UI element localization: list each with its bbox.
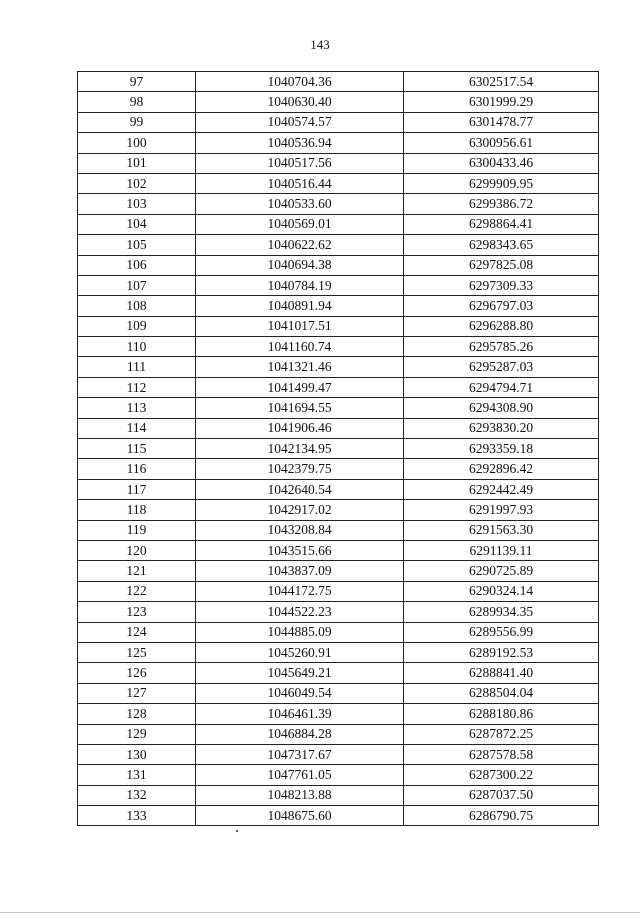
point-number-cell: 125 [78, 642, 196, 662]
point-number-cell: 107 [78, 275, 196, 295]
x-coordinate-cell: 1040574.57 [196, 112, 404, 132]
point-number-cell: 98 [78, 92, 196, 112]
table-row [78, 214, 599, 234]
table-row [78, 765, 599, 785]
x-coordinate-cell: 1040694.38 [196, 255, 404, 275]
x-coordinate-cell: 1040533.60 [196, 194, 404, 214]
y-coordinate-cell: 6296797.03 [404, 296, 599, 316]
x-coordinate-cell: 1040704.36 [196, 72, 404, 92]
table-row [78, 602, 599, 622]
table-row [78, 418, 599, 438]
x-coordinate-cell: 1043515.66 [196, 540, 404, 560]
table-row [78, 459, 599, 479]
point-number-cell: 106 [78, 255, 196, 275]
x-coordinate-cell: 1040891.94 [196, 296, 404, 316]
table-row [78, 683, 599, 703]
x-coordinate-cell: 1040784.19 [196, 275, 404, 295]
table-row [78, 500, 599, 520]
point-number-cell: 109 [78, 316, 196, 336]
x-coordinate-cell: 1044885.09 [196, 622, 404, 642]
table-row [78, 520, 599, 540]
table-row [78, 255, 599, 275]
scan-speck [236, 830, 238, 832]
y-coordinate-cell: 6294308.90 [404, 398, 599, 418]
table-row [78, 194, 599, 214]
point-number-cell: 121 [78, 561, 196, 581]
table-row [78, 439, 599, 459]
x-coordinate-cell: 1044522.23 [196, 602, 404, 622]
table-row [78, 806, 599, 826]
point-number-cell: 114 [78, 418, 196, 438]
x-coordinate-cell: 1044172.75 [196, 581, 404, 601]
point-number-cell: 131 [78, 765, 196, 785]
y-coordinate-cell: 6292442.49 [404, 479, 599, 499]
coordinates-table [77, 71, 599, 826]
x-coordinate-cell: 1040516.44 [196, 173, 404, 193]
table-row [78, 663, 599, 683]
table-row [78, 357, 599, 377]
x-coordinate-cell: 1042917.02 [196, 500, 404, 520]
table-row [78, 479, 599, 499]
y-coordinate-cell: 6301999.29 [404, 92, 599, 112]
point-number-cell: 132 [78, 785, 196, 805]
point-number-cell: 112 [78, 377, 196, 397]
page-number: 143 [310, 37, 330, 52]
table-row [78, 785, 599, 805]
table-row [78, 744, 599, 764]
point-number-cell: 120 [78, 540, 196, 560]
x-coordinate-cell: 1047317.67 [196, 744, 404, 764]
table-row [78, 112, 599, 132]
y-coordinate-cell: 6301478.77 [404, 112, 599, 132]
x-coordinate-cell: 1043837.09 [196, 561, 404, 581]
point-number-cell: 127 [78, 683, 196, 703]
y-coordinate-cell: 6291139.11 [404, 540, 599, 560]
y-coordinate-cell: 6296288.80 [404, 316, 599, 336]
point-number-cell: 118 [78, 500, 196, 520]
table-row [78, 173, 599, 193]
x-coordinate-cell: 1042640.54 [196, 479, 404, 499]
point-number-cell: 126 [78, 663, 196, 683]
table-row [78, 133, 599, 153]
table-row [78, 561, 599, 581]
point-number-cell: 129 [78, 724, 196, 744]
y-coordinate-cell: 6297309.33 [404, 275, 599, 295]
x-coordinate-cell: 1041160.74 [196, 337, 404, 357]
point-number-cell: 119 [78, 520, 196, 540]
y-coordinate-cell: 6290725.89 [404, 561, 599, 581]
table-row [78, 72, 599, 92]
y-coordinate-cell: 6287872.25 [404, 724, 599, 744]
table-row [78, 275, 599, 295]
table-row [78, 235, 599, 255]
point-number-cell: 99 [78, 112, 196, 132]
point-number-cell: 128 [78, 704, 196, 724]
y-coordinate-cell: 6294794.71 [404, 377, 599, 397]
y-coordinate-cell: 6291563.30 [404, 520, 599, 540]
x-coordinate-cell: 1041321.46 [196, 357, 404, 377]
table-row [78, 337, 599, 357]
y-coordinate-cell: 6287300.22 [404, 765, 599, 785]
x-coordinate-cell: 1040569.01 [196, 214, 404, 234]
x-coordinate-cell: 1040630.40 [196, 92, 404, 112]
table-row [78, 622, 599, 642]
point-number-cell: 130 [78, 744, 196, 764]
y-coordinate-cell: 6297825.08 [404, 255, 599, 275]
y-coordinate-cell: 6292896.42 [404, 459, 599, 479]
y-coordinate-cell: 6290324.14 [404, 581, 599, 601]
x-coordinate-cell: 1046884.28 [196, 724, 404, 744]
y-coordinate-cell: 6300433.46 [404, 153, 599, 173]
point-number-cell: 117 [78, 479, 196, 499]
table-row [78, 704, 599, 724]
x-coordinate-cell: 1046461.39 [196, 704, 404, 724]
point-number-cell: 104 [78, 214, 196, 234]
x-coordinate-cell: 1042379.75 [196, 459, 404, 479]
y-coordinate-cell: 6298343.65 [404, 235, 599, 255]
point-number-cell: 111 [78, 357, 196, 377]
y-coordinate-cell: 6287578.58 [404, 744, 599, 764]
y-coordinate-cell: 6288180.86 [404, 704, 599, 724]
y-coordinate-cell: 6287037.50 [404, 785, 599, 805]
x-coordinate-cell: 1045649.21 [196, 663, 404, 683]
point-number-cell: 108 [78, 296, 196, 316]
y-coordinate-cell: 6288504.04 [404, 683, 599, 703]
x-coordinate-cell: 1040536.94 [196, 133, 404, 153]
y-coordinate-cell: 6299909.95 [404, 173, 599, 193]
y-coordinate-cell: 6293359.18 [404, 439, 599, 459]
x-coordinate-cell: 1041499.47 [196, 377, 404, 397]
point-number-cell: 122 [78, 581, 196, 601]
point-number-cell: 110 [78, 337, 196, 357]
y-coordinate-cell: 6300956.61 [404, 133, 599, 153]
y-coordinate-cell: 6298864.41 [404, 214, 599, 234]
point-number-cell: 103 [78, 194, 196, 214]
point-number-cell: 133 [78, 806, 196, 826]
point-number-cell: 100 [78, 133, 196, 153]
x-coordinate-cell: 1043208.84 [196, 520, 404, 540]
x-coordinate-cell: 1040517.56 [196, 153, 404, 173]
x-coordinate-cell: 1048213.88 [196, 785, 404, 805]
y-coordinate-cell: 6302517.54 [404, 72, 599, 92]
y-coordinate-cell: 6295287.03 [404, 357, 599, 377]
x-coordinate-cell: 1046049.54 [196, 683, 404, 703]
table-row [78, 316, 599, 336]
x-coordinate-cell: 1042134.95 [196, 439, 404, 459]
table-row [78, 153, 599, 173]
page-bottom-edge [0, 912, 640, 913]
y-coordinate-cell: 6286790.75 [404, 806, 599, 826]
point-number-cell: 102 [78, 173, 196, 193]
x-coordinate-cell: 1041694.55 [196, 398, 404, 418]
y-coordinate-cell: 6299386.72 [404, 194, 599, 214]
point-number-cell: 113 [78, 398, 196, 418]
point-number-cell: 115 [78, 439, 196, 459]
coordinates-table-body [78, 72, 599, 826]
point-number-cell: 123 [78, 602, 196, 622]
point-number-cell: 105 [78, 235, 196, 255]
x-coordinate-cell: 1040622.62 [196, 235, 404, 255]
table-row [78, 540, 599, 560]
y-coordinate-cell: 6291997.93 [404, 500, 599, 520]
table-row [78, 724, 599, 744]
y-coordinate-cell: 6289934.35 [404, 602, 599, 622]
table-row [78, 92, 599, 112]
point-number-cell: 97 [78, 72, 196, 92]
point-number-cell: 116 [78, 459, 196, 479]
y-coordinate-cell: 6289192.53 [404, 642, 599, 662]
point-number-cell: 101 [78, 153, 196, 173]
x-coordinate-cell: 1047761.05 [196, 765, 404, 785]
y-coordinate-cell: 6293830.20 [404, 418, 599, 438]
table-row [78, 642, 599, 662]
table-row [78, 296, 599, 316]
y-coordinate-cell: 6289556.99 [404, 622, 599, 642]
x-coordinate-cell: 1048675.60 [196, 806, 404, 826]
table-row [78, 581, 599, 601]
table-row [78, 377, 599, 397]
x-coordinate-cell: 1041017.51 [196, 316, 404, 336]
y-coordinate-cell: 6295785.26 [404, 337, 599, 357]
x-coordinate-cell: 1045260.91 [196, 642, 404, 662]
y-coordinate-cell: 6288841.40 [404, 663, 599, 683]
x-coordinate-cell: 1041906.46 [196, 418, 404, 438]
point-number-cell: 124 [78, 622, 196, 642]
table-row [78, 398, 599, 418]
